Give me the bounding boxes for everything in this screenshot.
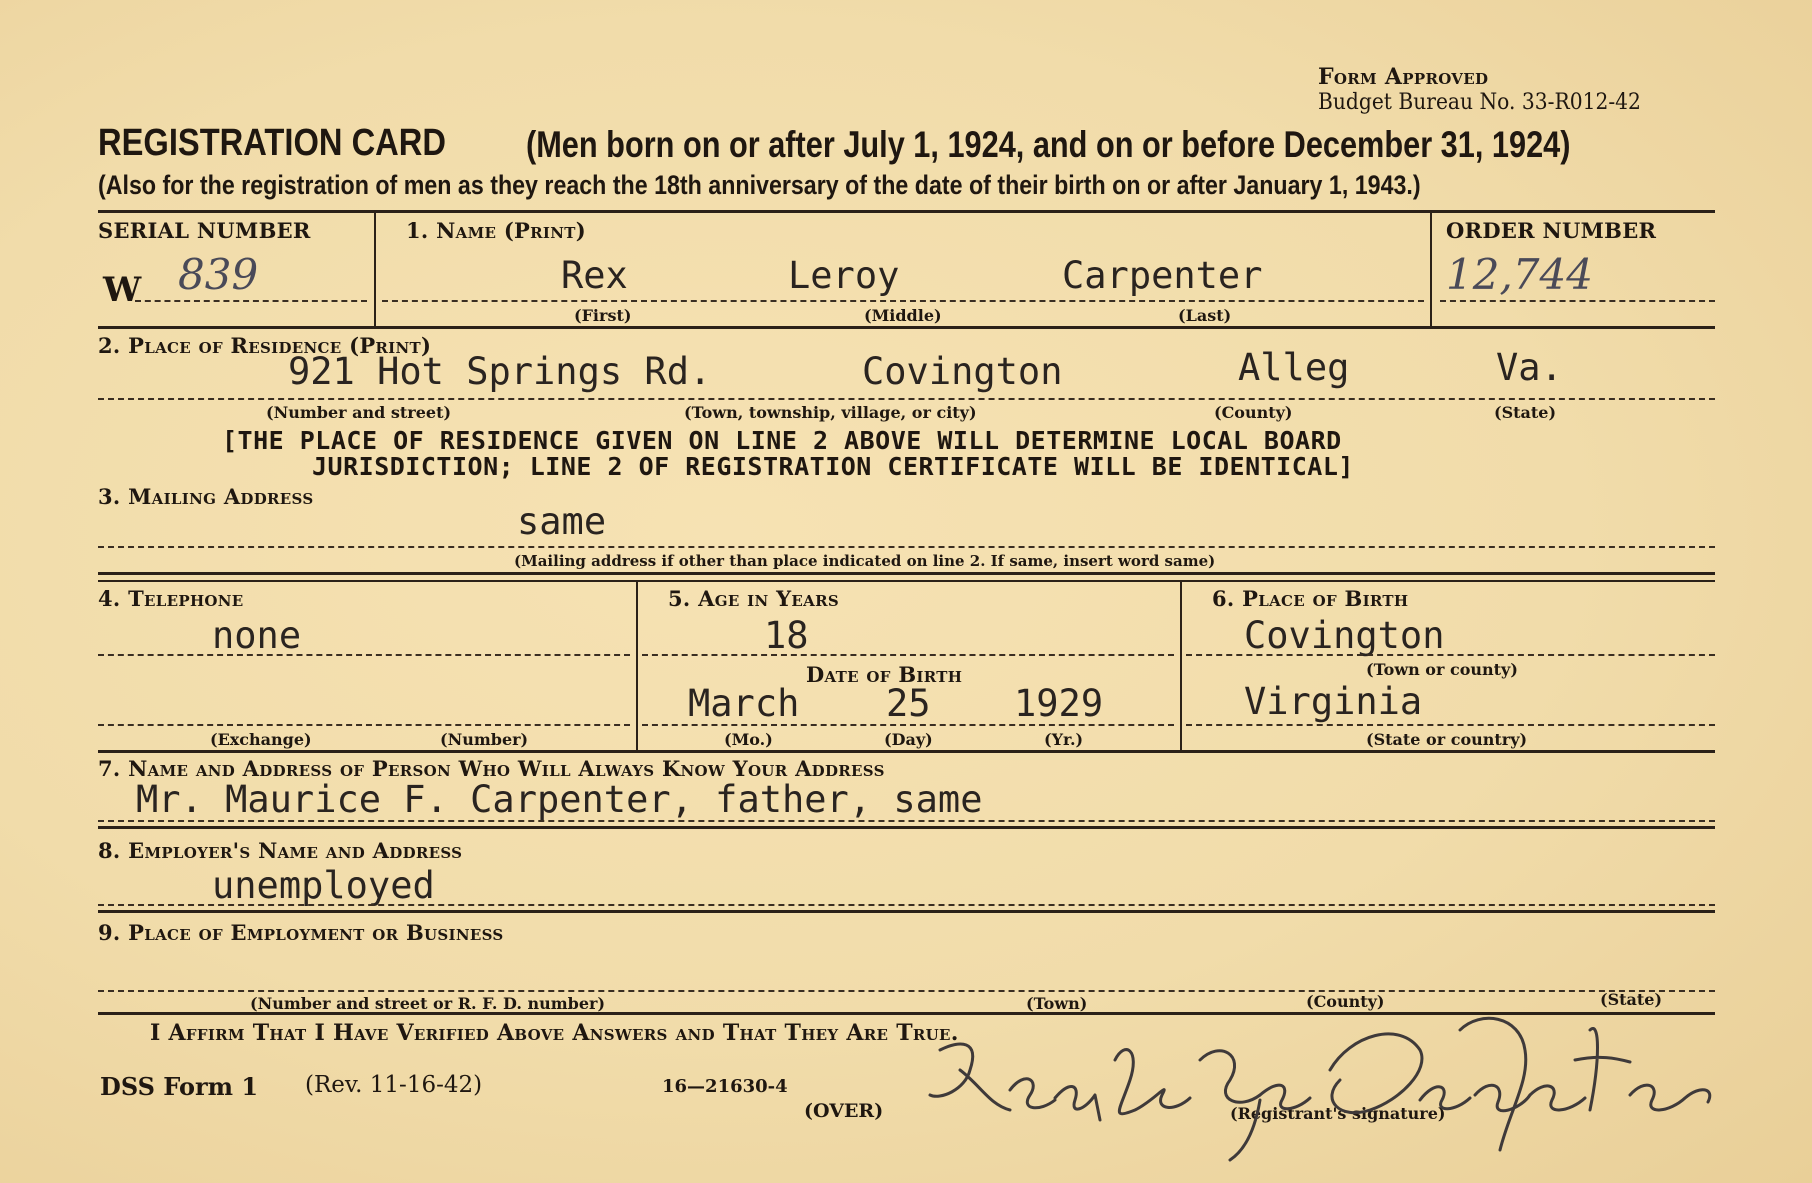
- divider: [135, 300, 367, 302]
- residence-label: 2. Place of Residence (Print): [98, 333, 432, 358]
- day-caption: (Day): [884, 730, 933, 749]
- divider: [98, 546, 1715, 548]
- form-approved-text: Form Approved: [1318, 64, 1489, 90]
- employer-value: unemployed: [212, 864, 435, 907]
- employment-place-label: 9. Place of Employment or Business: [98, 920, 504, 945]
- residence-street-value: 921 Hot Springs Rd.: [288, 350, 712, 393]
- card-title: REGISTRATION CARD: [98, 122, 446, 164]
- employment-town-caption: (Town): [1026, 994, 1088, 1013]
- card-subtitle-2: (Also for the registration of men as they reach the 18th anniversary of the date of their birth on or after January 1, 1943.): [98, 170, 1421, 200]
- divider: [98, 654, 630, 656]
- signature-caption: (Registrant's signature): [1230, 1104, 1446, 1123]
- residence-town-value: Covington: [862, 350, 1063, 393]
- employment-street-caption: (Number and street or R. F. D. number): [250, 994, 606, 1013]
- divider: [98, 398, 1715, 400]
- divider: [642, 724, 1174, 726]
- divider: [1430, 212, 1432, 326]
- card-subtitle: (Men born on or after July 1, 1924, and on or before December 31, 1924): [526, 124, 1571, 165]
- employment-county-caption: (County): [1306, 992, 1385, 1011]
- state-caption: (State): [1494, 403, 1557, 422]
- exchange-caption: (Exchange): [210, 730, 312, 749]
- birthplace-label: 6. Place of Birth: [1212, 586, 1409, 611]
- age-value: 18: [764, 614, 809, 657]
- jurisdiction-notice-line1: [THE PLACE OF RESIDENCE GIVEN ON LINE 2 ABOVE WILL DETERMINE LOCAL BOARD: [222, 426, 1342, 455]
- mailing-caption: (Mailing address if other than place indicated on line 2. If same, insert word same): [514, 552, 1216, 570]
- birthplace-town-value: Covington: [1244, 614, 1445, 657]
- registrant-signature: [900, 1000, 1800, 1170]
- divider: [1186, 724, 1715, 726]
- name-label: 1. Name (Print): [406, 218, 586, 243]
- jurisdiction-notice-line2: JURISDICTION; LINE 2 OF REGISTRATION CERTIFICATE WILL BE IDENTICAL]: [312, 452, 1354, 481]
- middle-caption: (Middle): [864, 306, 942, 325]
- order-number-label: ORDER NUMBER: [1446, 218, 1657, 243]
- form-number: DSS Form 1: [100, 1072, 259, 1101]
- serial-number-value: 839: [178, 250, 259, 299]
- contact-label: 7. Name and Address of Person Who Will Always Know Your Address: [98, 756, 885, 781]
- divider: [98, 724, 630, 726]
- birthplace-state-value: Virginia: [1244, 680, 1423, 723]
- year-caption: (Yr.): [1044, 730, 1084, 749]
- divider: [382, 300, 1424, 302]
- birth-year-value: 1929: [1014, 682, 1104, 725]
- divider: [1440, 300, 1715, 302]
- divider: [98, 580, 1715, 582]
- divider: [636, 582, 638, 750]
- birth-town-caption: (Town or county): [1366, 660, 1518, 679]
- divider: [374, 212, 376, 326]
- serial-number-label: SERIAL NUMBER: [98, 218, 311, 243]
- divider: [1186, 654, 1715, 656]
- divider: [98, 904, 1715, 906]
- mailing-address-label: 3. Mailing Address: [98, 484, 314, 509]
- residence-county-value: Alleg: [1238, 346, 1350, 389]
- birth-month-value: March: [688, 682, 800, 725]
- divider: [98, 826, 1715, 829]
- divider: [98, 326, 1715, 329]
- divider: [98, 572, 1715, 575]
- telephone-value: none: [212, 614, 302, 657]
- budget-bureau-text: Budget Bureau No. 33-R012-42: [1318, 90, 1641, 115]
- divider: [98, 750, 1715, 753]
- divider: [98, 820, 1715, 822]
- divider: [98, 910, 1715, 913]
- birth-day-value: 25: [886, 682, 931, 725]
- over-text: (OVER): [804, 1100, 884, 1122]
- residence-state-value: Va.: [1496, 346, 1563, 389]
- name-last-value: Carpenter: [1062, 254, 1263, 297]
- street-caption: (Number and street): [266, 403, 452, 422]
- age-label: 5. Age in Years: [668, 586, 839, 611]
- affirmation-text: I Affirm That I Have Verified Above Answers and That They Are True.: [150, 1020, 959, 1046]
- order-number-value: 12,744: [1446, 250, 1593, 299]
- name-middle-value: Leroy: [788, 254, 900, 297]
- month-caption: (Mo.): [724, 730, 773, 749]
- divider: [98, 990, 1715, 992]
- employment-state-caption: (State): [1600, 990, 1663, 1009]
- print-code: 16—21630-4: [662, 1076, 788, 1097]
- employer-label: 8. Employer's Name and Address: [98, 838, 463, 863]
- divider: [98, 210, 1715, 213]
- divider: [1180, 582, 1182, 750]
- last-caption: (Last): [1178, 306, 1232, 325]
- town-caption: (Town, township, village, or city): [684, 403, 977, 422]
- form-revision: (Rev. 11-16-42): [305, 1072, 483, 1098]
- mailing-address-value: same: [517, 500, 607, 543]
- birth-state-caption: (State or country): [1366, 730, 1528, 749]
- county-caption: (County): [1214, 403, 1293, 422]
- date-of-birth-label: Date of Birth: [806, 662, 963, 687]
- contact-value: Mr. Maurice F. Carpenter, father, same: [136, 778, 983, 821]
- telephone-label: 4. Telephone: [98, 586, 244, 611]
- number-caption: (Number): [440, 730, 529, 749]
- divider: [642, 654, 1174, 656]
- first-caption: (First): [574, 306, 632, 325]
- name-first-value: Rex: [561, 254, 628, 297]
- serial-prefix: W: [103, 270, 142, 310]
